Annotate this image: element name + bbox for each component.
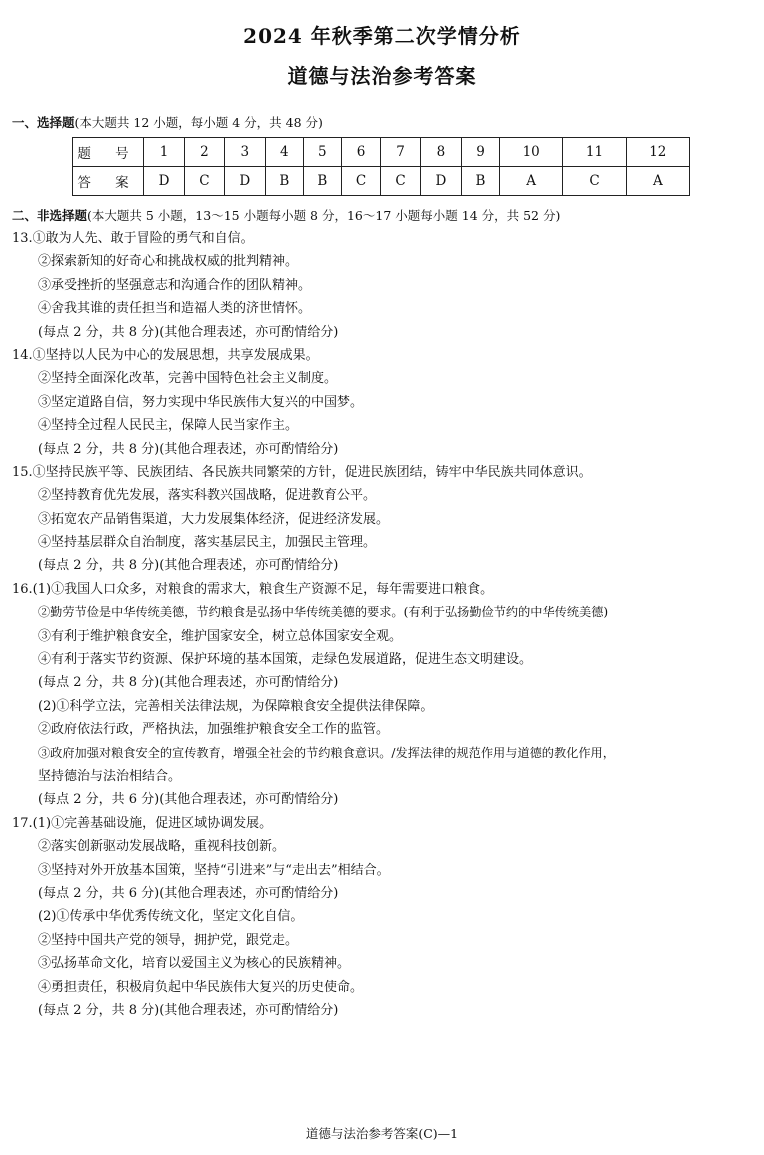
- answer-line: ②坚持中国共产党的领导，拥护党，跟党走。: [38, 932, 299, 948]
- table-cell: D: [420, 167, 461, 196]
- table-cell: B: [462, 167, 500, 196]
- table-cell: A: [500, 167, 563, 196]
- answer-line: 坚持德治与法治相结合。: [38, 768, 182, 784]
- table-cell: 9: [462, 138, 500, 167]
- table-cell: 10: [500, 138, 563, 167]
- answer-line: ④勇担责任，积极肩负起中华民族伟大复兴的历史使命。: [38, 979, 364, 995]
- answer-line: ③政府加强对粮食安全的宣传教育，增强全社会的节约粮食意识。/发挥法律的规范作用与道德的教化作用，: [38, 745, 615, 760]
- table-cell: D: [224, 167, 265, 196]
- table-cell: 12: [626, 138, 689, 167]
- table-cell: C: [381, 167, 420, 196]
- answer-line: ③弘扬革命文化，培育以爱国主义为核心的民族精神。: [38, 956, 351, 972]
- section1-note: (本大题共 12 小题，每小题 4 分，共 48 分): [74, 115, 323, 130]
- page-subtitle: 道德与法治参考答案: [287, 64, 477, 88]
- table-cell: C: [563, 167, 626, 196]
- answer-line: ②探索新知的好奇心和挑战权威的批判精神。: [38, 254, 299, 270]
- table-row-numbers: [73, 138, 690, 167]
- answer-line: ④坚持基层群众自治制度，落实基层民主，加强民主管理。: [38, 535, 377, 551]
- table-cell: 2: [185, 138, 224, 167]
- page-title: 2024 年秋季第二次学情分析: [243, 24, 521, 48]
- section-multiple-choice-heading: [12, 113, 323, 131]
- answer-line: ②坚持全面深化改革，完善中国特色社会主义制度。: [38, 371, 338, 387]
- table-cell: 3: [224, 138, 265, 167]
- answer-line: 17.(1)①完善基础设施，促进区域协调发展。: [12, 815, 273, 831]
- table-cell: 8: [420, 138, 461, 167]
- answer-line: ③拓宽农产品销售渠道，大力发展集体经济，促进经济发展。: [38, 511, 390, 527]
- answer-line: ③坚持对外开放基本国策，坚持“引进来”与“走出去”相结合。: [38, 862, 390, 878]
- table-cell: A: [626, 167, 689, 196]
- table-cell: B: [303, 167, 341, 196]
- scoring-note: (每点 2 分，共 8 分)(其他合理表述，亦可酌情给分): [38, 1002, 339, 1018]
- scoring-note: (每点 2 分，共 6 分)(其他合理表述，亦可酌情给分): [38, 792, 339, 808]
- answer-line: ③承受挫折的坚强意志和沟通合作的团队精神。: [38, 277, 312, 293]
- row-label-number: 题 号: [73, 138, 144, 167]
- answer-line: 14.①坚持以人民为中心的发展思想，共享发展成果。: [12, 347, 319, 363]
- table-cell: D: [144, 167, 185, 196]
- scoring-note: (每点 2 分，共 8 分)(其他合理表述，亦可酌情给分): [38, 441, 339, 457]
- table-cell: 4: [265, 138, 303, 167]
- table-row-answers: [73, 167, 690, 196]
- table-cell: 11: [563, 138, 626, 167]
- answer-line: ④有利于落实节约资源、保护环境的基本国策，走绿色发展道路，促进生态文明建设。: [38, 652, 533, 668]
- answer-table: [72, 137, 690, 196]
- answer-line: ②落实创新驱动发展战略，重视科技创新。: [38, 839, 286, 855]
- answer-line: (2)①科学立法，完善相关法律法规，为保障粮食安全提供法律保障。: [38, 698, 434, 714]
- page-footer: 道德与法治参考答案(C)—1: [305, 1126, 459, 1141]
- answer-line: (2)①传承中华优秀传统文化，坚定文化自信。: [38, 909, 304, 925]
- table-cell: 1: [144, 138, 185, 167]
- answer-line: 15.①坚持民族平等、民族团结、各民族共同繁荣的方针，促进民族团结，铸牢中华民族共同体意识。: [12, 464, 592, 480]
- answer-line: ②勤劳节俭是中华传统美德，节约粮食是弘扬中华传统美德的要求。(有利于弘扬勤俭节约的中华传统美德): [38, 605, 609, 620]
- answer-line: 16.(1)①我国人口众多，对粮食的需求大，粮食生产资源不足，每年需要进口粮食。: [12, 581, 494, 597]
- answer-line: ②政府依法行政，严格执法，加强维护粮食安全工作的监管。: [38, 722, 390, 738]
- section1-title: 一、选择题: [12, 115, 75, 130]
- table-cell: 7: [381, 138, 420, 167]
- table-cell: 5: [303, 138, 341, 167]
- row-label-answer: 答 案: [73, 167, 144, 196]
- table-cell: 6: [341, 138, 380, 167]
- section2-title: 二、非选择题: [12, 208, 88, 223]
- section2-note: (本大题共 5 小题，13～15 小题每小题 8 分，16～17 小题每小题 14 分，共 52 分): [87, 208, 561, 223]
- scoring-note: (每点 2 分，共 8 分)(其他合理表述，亦可酌情给分): [38, 558, 339, 574]
- answer-line: 13.①敢为人先、敢于冒险的勇气和自信。: [12, 231, 254, 246]
- scoring-note: (每点 2 分，共 8 分)(其他合理表述，亦可酌情给分): [38, 324, 339, 340]
- section-open-questions-heading: [12, 206, 560, 224]
- table-cell: B: [265, 167, 303, 196]
- table-cell: C: [341, 167, 380, 196]
- answer-lines: [12, 227, 757, 1022]
- answer-line: ③有利于维护粮食安全，维护国家安全，树立总体国家安全观。: [38, 628, 403, 644]
- table-cell: C: [185, 167, 224, 196]
- answer-line: ③坚定道路自信，努力实现中华民族伟大复兴的中国梦。: [38, 394, 364, 410]
- scoring-note: (每点 2 分，共 8 分)(其他合理表述，亦可酌情给分): [38, 675, 339, 691]
- answer-line: ④坚持全过程人民民主，保障人民当家作主。: [38, 418, 299, 434]
- answer-line: ④舍我其谁的责任担当和造福人类的济世情怀。: [38, 301, 312, 317]
- answer-line: ②坚持教育优先发展，落实科教兴国战略，促进教育公平。: [38, 488, 377, 504]
- scoring-note: (每点 2 分，共 6 分)(其他合理表述，亦可酌情给分): [38, 885, 339, 901]
